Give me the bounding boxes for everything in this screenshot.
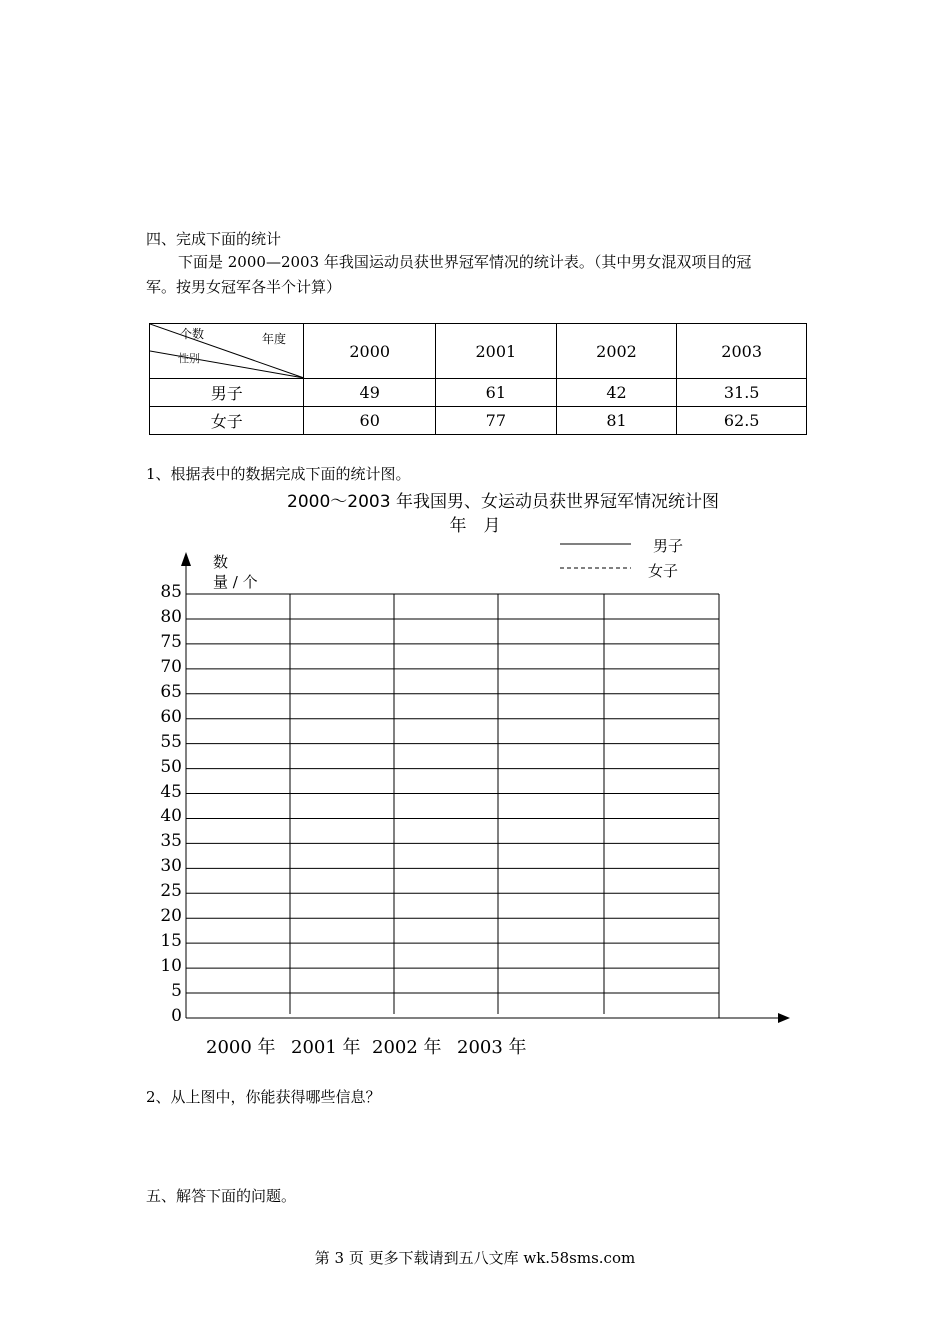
page-footer: 第 3 页 更多下载请到五八文库 wk.58sms.com [314,1249,636,1267]
chart-subtitle: 年 月 [449,516,501,536]
y-tick-label: 85 [160,582,182,602]
y-tick-label: 75 [160,631,182,652]
question-2: 2、从上图中，你能获得哪些信息？ [146,1088,381,1106]
year-header: 2002 [556,324,677,379]
x-tick-label: 2002 年 [372,1037,442,1058]
y-tick-label: 45 [160,781,182,802]
x-tick-label: 2000 年 [206,1037,276,1058]
y-tick-label: 70 [160,656,182,677]
y-tick-label: 15 [160,931,182,952]
corner-label-year: 年度 [262,332,287,346]
y-tick-label: 5 [171,981,182,1002]
section-5-heading: 五、解答下面的问题。 [146,1187,297,1205]
intro-line-1: 下面是 2000—2003 年我国运动员获世界冠军情况的统计表。（其中男女混双项目的冠 [178,253,752,271]
section-heading: 四、完成下面的统计 [146,230,282,248]
table-cell: 60 [304,407,436,435]
y-axis-label: 数 [213,553,229,571]
corner-label-count: 个数 [180,327,205,341]
y-axis-arrow [181,552,191,566]
corner-label-gender: 性别 [178,352,200,365]
y-tick-label: 20 [160,906,182,927]
row-label: 男子 [150,379,304,407]
table-cell: 62.5 [677,407,807,435]
y-tick-label: 80 [160,606,182,627]
x-tick-label: 2001 年 [291,1037,361,1058]
year-header: 2003 [677,324,807,379]
y-tick-label: 35 [160,831,182,852]
y-tick-label: 60 [160,706,182,727]
table-cell: 49 [304,379,436,407]
table-cell: 61 [436,379,557,407]
table-cell: 42 [556,379,677,407]
y-tick-label: 10 [160,956,182,977]
table-cell: 81 [556,407,677,435]
legend-label-female: 女子 [648,562,679,580]
x-axis-arrow [778,1013,790,1023]
legend-label-male: 男子 [653,537,684,555]
chart-grid [186,594,719,1018]
table-cell: 31.5 [677,379,807,407]
table-cell: 77 [436,407,557,435]
chart-title: 2000～2003 年我国男、女运动员获世界冠军情况统计图 [287,492,719,512]
row-label: 女子 [150,407,304,435]
y-tick-label: 0 [171,1006,182,1026]
x-tick-label: 2003 年 [457,1037,527,1058]
question-1: 1、根据表中的数据完成下面的统计图。 [146,465,411,483]
y-tick-label: 30 [160,856,182,877]
y-tick-label: 55 [160,731,182,752]
y-tick-label: 65 [160,681,182,702]
year-header: 2001 [436,324,557,379]
y-axis-label: 量 / 个 [213,573,258,591]
y-tick-label: 25 [160,881,182,902]
y-tick-label: 40 [160,806,182,827]
intro-line-2: 军。按男女冠军各半个计算） [146,278,342,296]
year-header: 2000 [304,324,436,379]
y-tick-label: 50 [160,756,182,777]
